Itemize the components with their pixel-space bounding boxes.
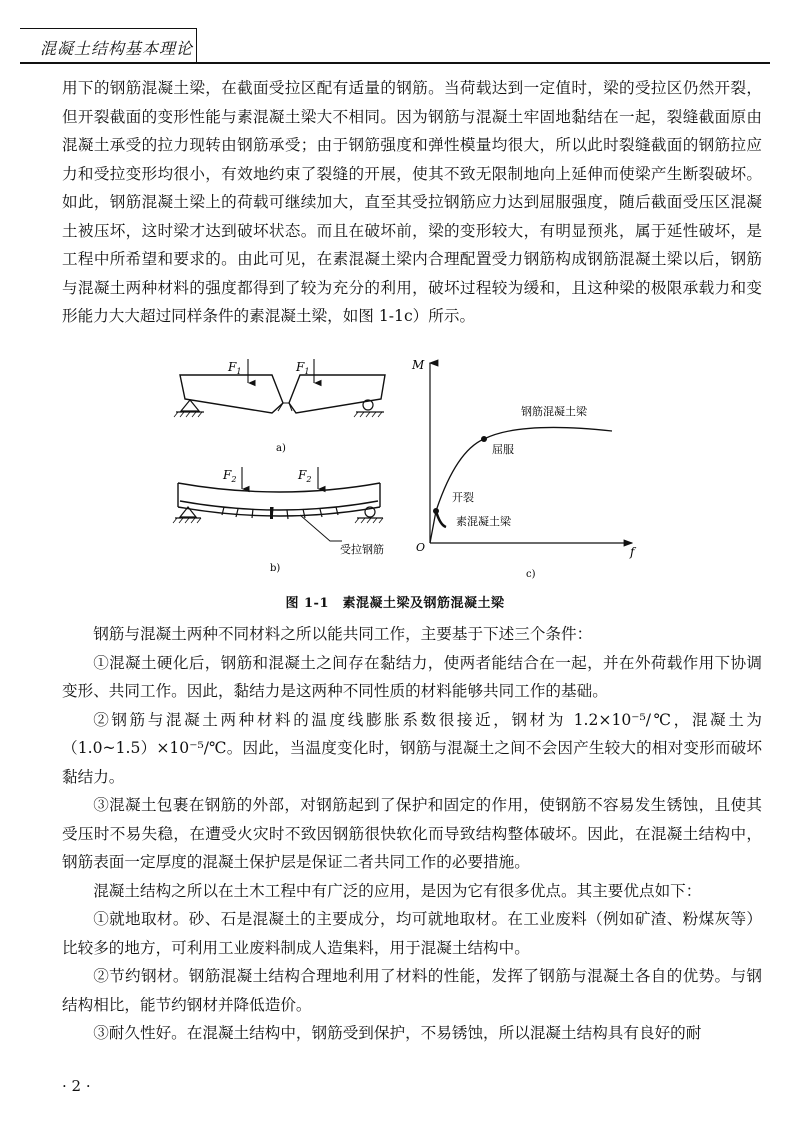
origin-label: O	[416, 541, 426, 554]
body-text-bottom	[62, 620, 762, 1048]
subfig-label-b: b)	[270, 563, 281, 574]
paragraph: 钢筋与混凝土两种不同材料之所以能共同工作，主要基于下述三个条件：	[93, 625, 593, 643]
diagram-a-plain-beam	[174, 359, 385, 454]
yield-label: 屈服	[492, 443, 514, 456]
x-axis-label: f	[630, 545, 635, 559]
load-label-a1: $F_1$	[228, 360, 242, 376]
load-label-a2: $F_1$	[296, 360, 310, 376]
page-number: · 2 ·	[62, 1077, 91, 1095]
paragraph: ②节约钢材。钢筋混凝土结构合理地利用了材料的性能，发挥了钢筋与混凝土各自的优势。与钢结构相比，能节约钢材并降低造价。	[62, 967, 762, 1014]
subfig-label-a: a)	[276, 443, 286, 454]
paragraph: ③耐久性好。在混凝土结构中，钢筋受到保护，不易锈蚀，所以混凝土结构具有良好的耐	[93, 1024, 702, 1042]
running-header-title: 混凝土结构基本理论	[40, 39, 194, 58]
paragraph: ③混凝土包裹在钢筋的外部，对钢筋起到了保护和固定的作用，使钢筋不容易发生锈蚀，且使其受压时不易失稳，在遭受火灾时不致因钢筋很快软化而导致结构整体破坏。因此，在混凝土结构中，钢筋表面一定厚度的混凝土保护层是保证二者共同工作的必要措施。	[62, 796, 762, 871]
load-label-b2: $F_2$	[298, 468, 312, 484]
subfig-label-c: c)	[526, 569, 536, 580]
crack-label: 开裂	[452, 491, 474, 504]
diagram-c-moment-deflection	[411, 358, 637, 580]
diagram-b-rc-beam	[173, 467, 384, 574]
figure-1-1	[0, 355, 790, 615]
paragraph: ②钢筋与混凝土两种材料的温度线膨胀系数很接近，钢材为 1.2×10⁻⁵/℃，混凝土为（1.0~1.5）×10⁻⁵/℃。因此，当温度变化时，钢筋与混凝土之间不会因产生较大的相对变形而破坏黏结力。	[62, 710, 762, 786]
header-rule	[20, 62, 770, 64]
load-label-b1: $F_2$	[223, 468, 237, 484]
figure-svg	[0, 355, 790, 595]
yield-point	[481, 436, 487, 442]
y-axis-label: M	[412, 358, 425, 372]
paragraph: 混凝土结构之所以在土木工程中有广泛的应用，是因为它有很多优点。其主要优点如下：	[93, 881, 702, 900]
curve-label-plain: 素混凝土梁	[456, 515, 511, 528]
body-text-top	[62, 74, 762, 331]
rebar-label: 受拉钢筋	[340, 543, 384, 556]
figure-caption: 图 1-1 素混凝土梁及钢筋混凝土梁	[285, 596, 505, 611]
curve-label-rc: 钢筋混凝土梁	[521, 405, 587, 418]
paragraph: ①就地取材。砂、石是混凝土的主要成分，均可就地取材。在工业废料（例如矿渣、粉煤灰等）比较多的地方，可利用工业废料制成人造集料，用于混凝土结构中。	[62, 910, 762, 957]
paragraph: ①混凝土硬化后，钢筋和混凝土之间存在黏结力，使两者能结合在一起，并在外荷载作用下协调变形、共同工作。因此，黏结力是这两种不同性质的材料能够共同工作的基础。	[62, 653, 762, 700]
paragraph: 用下的钢筋混凝土梁，在截面受拉区配有适量的钢筋。当荷载达到一定值时，梁的受拉区仍然开裂，但开裂截面的变形性能与素混凝土梁大不相同。因为钢筋与混凝土牢固地黏结在一起，裂缝截面原由混凝土承受的拉力现转由钢筋承受；由于钢筋强度和弹性模量均很大，所以此时裂缝截面的钢筋拉应力和受拉变形均很小，有效地约束了裂缝的开展，使其不致无限制地向上延伸而使梁产生断裂破坏。如此，钢筋混凝土梁上的荷载可继续加大，直至其受拉钢筋应力达到屈服强度，随后截面受压区混凝土被压坏，这时梁才达到破坏状态。而且在破坏前，梁的变形较大，有明显预兆，属于延性破坏，是工程中所希望和要求的。由此可见，在素混凝土梁内合理配置受力钢筋构成钢筋混凝土梁以后，钢筋与混凝土两种材料的强度都得到了较为充分的利用，破坏过程较为缓和，且这种梁的极限承载力和变形能力大大超过同样条件的素混凝土梁，如图 1-1c）所示。	[62, 79, 762, 325]
